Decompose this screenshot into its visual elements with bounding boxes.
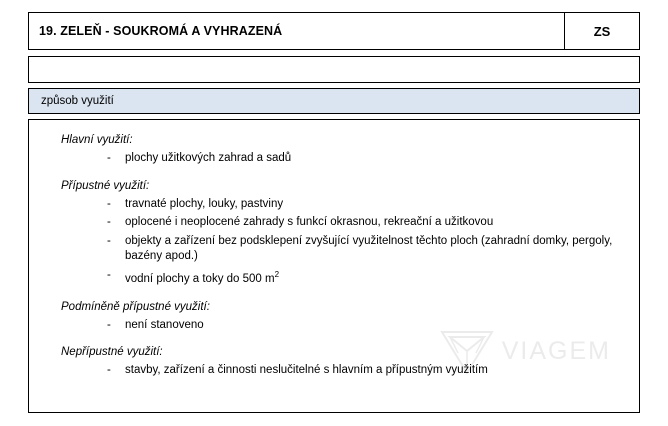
group-title: Přípustné využití: (61, 179, 150, 192)
list-item (45, 268, 623, 288)
group-item-list (45, 318, 623, 334)
group-title: Hlavní využití: (61, 134, 133, 146)
list-item: - travnaté plochy, louky, pastviny (45, 197, 623, 213)
group-item-list (45, 197, 623, 288)
list-item: - objekty a zařízení bez podsklepení zvyšující využitelnost těchto ploch (zahradní domky, pergoly, bazény apod.) (45, 234, 623, 265)
header-row (28, 12, 640, 50)
group-podminene-pripustne (45, 301, 623, 334)
list-item: - stavby, zařízení a činnosti neslučitelné s hlavním a přípustným využitím (45, 363, 623, 379)
page-title: 19. ZELEŇ - SOUKROMÁ A VYHRAZENÁ (39, 24, 283, 38)
watermark-text: VIAGEM (501, 336, 611, 365)
group-pripustne (45, 180, 623, 288)
blank-row (28, 56, 640, 83)
group-title: Podmíněně přípustné využití: (61, 300, 210, 313)
list-item: - plochy užitkových zahrad a sadů (45, 151, 623, 167)
group-item-list (45, 151, 623, 167)
section-header (28, 88, 640, 114)
group-title: Nepřípustné využití: (61, 346, 163, 359)
content-inner (29, 120, 639, 379)
list-item: - není stanoveno (45, 318, 623, 334)
list-item-text: vodní plochy a toky do 500 $m^2$ (125, 270, 280, 286)
section-header-label: způsob využití (41, 95, 114, 107)
list-item: - oplocené i neoplocené zahrady s funkcí okrasnou, rekreační a užitkovou (45, 215, 623, 231)
group-item-list (45, 363, 623, 379)
group-nepripustne (45, 346, 623, 379)
group-hlavni (45, 134, 623, 167)
content-box (28, 119, 640, 413)
zone-code: ZS (564, 13, 639, 49)
